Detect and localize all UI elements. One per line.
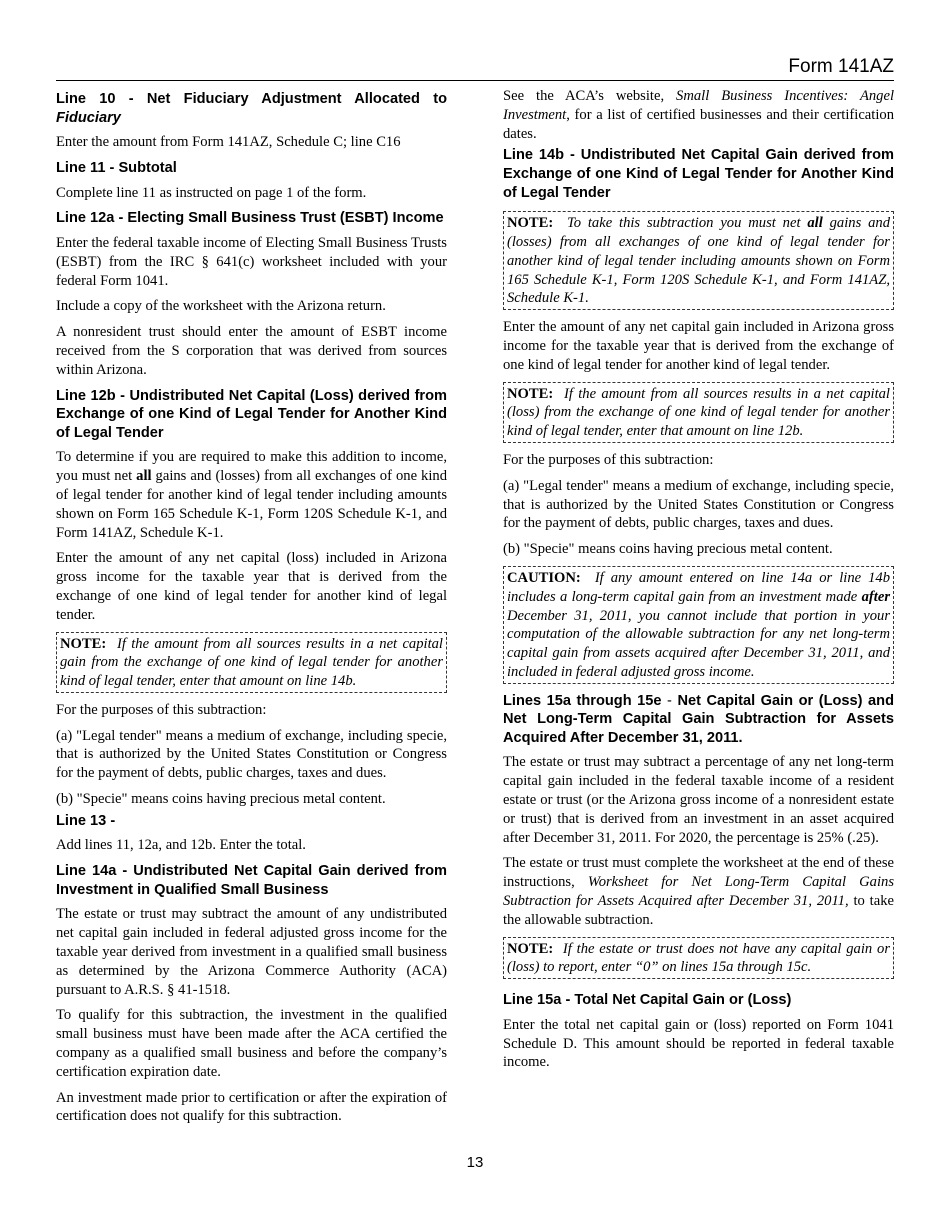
paragraph: Add lines 11, 12a, and 12b. Enter the total. [56, 837, 306, 854]
note-box: NOTE: If the estate or trust does not have any capital gain or (loss) to report, enter “0” on lines 15a through 15c. [503, 937, 894, 980]
heading-line-14a: Line 14a - Undistributed Net Capital Gain derived from Investment in Qualified Small Business [56, 863, 447, 898]
paragraph: An investment made prior to certification or after the expiration of certification does not qualify for this subtraction. [56, 1089, 447, 1125]
note-box: NOTE: To take this subtraction you must net all gains and (losses) from all exchanges of one kind of legal tender for another kind of legal tender including amounts shown on Form 165 Schedule K-1, Form 120S Schedule K-1, and Form 141AZ, Schedule K-1. [503, 211, 894, 310]
paragraph: (a) "Legal tender" means a medium of exchange, including specie, that is authorized by the United States Constitution or Congress for the payment of debts, public charges, taxes and dues. [56, 727, 447, 782]
header-rule [56, 80, 894, 81]
paragraph: Enter the amount from Form 141AZ, Schedule C; line C16 [56, 134, 401, 151]
right-column [503, 87, 894, 1079]
paragraph: Enter the amount of any net capital gain included in Arizona gross income for the taxable year that is derived from the exchange of one kind of legal tender for another kind of legal tender. [503, 319, 894, 373]
page-number: 13 [466, 1154, 484, 1171]
left-column [56, 87, 447, 1133]
heading-lines-15a-15e: Lines 15a through 15e - Net Capital Gain or (Loss) and Net Long-Term Capital Gain Subtraction for Assets Acquired After December 31, 2011. [503, 692, 894, 746]
paragraph: Complete line 11 as instructed on page 1 of the form. [56, 184, 367, 201]
paragraph: For the purposes of this subtraction: [503, 451, 714, 468]
paragraph: For the purposes of this subtraction: [56, 701, 267, 718]
paragraph: (a) "Legal tender" means a medium of exchange, including specie, that is authorized by the United States Constitution or Congress for the payment of debts, public charges, taxes and dues. [503, 477, 894, 532]
paragraph: The estate or trust may subtract a percentage of any net long-term capital gain included in the federal taxable income of a resident estate or trust (or the Arizona gross income of a nonresident estate or trust) that is derived from an investment in an asset acquired after December 31, 2011. For 2020, the percentage is 25% (.25). [503, 754, 894, 846]
paragraph: Enter the total net capital gain or (loss) reported on Form 1041 Schedule D. This amount should be reported in federal taxable income. [503, 1016, 894, 1071]
heading-line-13: Line 13 - [56, 812, 116, 829]
paragraph: (b) "Specie" means coins having precious metal content. [503, 541, 833, 558]
heading-line-11: Line 11 - Subtotal [56, 159, 177, 176]
paragraph: A nonresident trust should enter the amount of ESBT income received from the S corporation that was derived from sources within Arizona. [56, 324, 447, 378]
form-title: Form 141AZ [788, 56, 894, 77]
heading-line-12b: Line 12b - Undistributed Net Capital (Loss) derived from Exchange of one Kind of Legal Tender for Another Kind of Legal Tender [56, 387, 447, 441]
note-box: NOTE: If the amount from all sources results in a net capital gain from the exchange of one kind of legal tender for another kind of legal tender, enter that amount on line 14b. [56, 632, 447, 693]
paragraph: See the ACA’s website, Small Business Incentives: Angel Investment, for a list of certified businesses and their certification dates. [503, 88, 894, 142]
paragraph: Include a copy of the worksheet with the Arizona return. [56, 298, 386, 315]
heading-line-14b: Line 14b - Undistributed Net Capital Gain derived from Exchange of one Kind of Legal Tender for Another Kind of Legal Tender [503, 147, 894, 201]
paragraph: Enter the federal taxable income of Electing Small Business Trusts (ESBT) from the IRC § 641(c) worksheet included with your federal Form 1041. [56, 234, 447, 289]
caution-box: CAUTION: If any amount entered on line 14a or line 14b includes a long-term capital gain from an investment made after December 31, 2011, you cannot include that portion in your computation of the allowable subtraction for any net long-term capital gain from assets acquired after December 31, 2011, and included in federal adjusted gross income. [503, 566, 894, 684]
heading-line-15a: Line 15a - Total Net Capital Gain or (Loss) [503, 992, 792, 1009]
paragraph: (b) "Specie" means coins having precious metal content. [56, 791, 386, 808]
paragraph: Enter the amount of any net capital (loss) included in Arizona gross income for the taxable year that is derived from the exchange of one kind of legal tender for another kind of legal tender. [56, 550, 447, 623]
note-box: NOTE: If the amount from all sources results in a net capital (loss) from the exchange of one kind of legal tender for another kind of legal tender, enter that amount on line 12b. [503, 382, 894, 443]
paragraph: The estate or trust must complete the worksheet at the end of these instructions, Worksheet for Net Long-Term Capital Gains Subtraction for Assets Acquired after December 31, 2011, to take the allowable subtraction. [503, 855, 894, 928]
paragraph: To determine if you are required to make this addition to income, you must net all gains and (losses) from all exchanges of one kind of legal tender for another kind of legal tender including amounts shown on Form 165 Schedule K-1, Form 120S Schedule K-1, and Form 141AZ, Schedule K-1. [56, 449, 447, 541]
paragraph: The estate or trust may subtract the amount of any undistributed net capital gain included in federal adjusted gross income for the taxable year derived from investment in a qualified small business as determined by the Arizona Commerce Authority (ACA) pursuant to A.R.S. § 41-1518. [56, 906, 447, 998]
heading-line-12a: Line 12a - Electing Small Business Trust (ESBT) Income [56, 210, 444, 227]
heading-line-10: Line 10 - Net Fiduciary Adjustment Allocated to Fiduciary [56, 91, 447, 126]
paragraph: To qualify for this subtraction, the investment in the qualified small business must have been made after the ACA certified the company as a qualified small business and before the company’s certification expiration date. [56, 1007, 447, 1080]
